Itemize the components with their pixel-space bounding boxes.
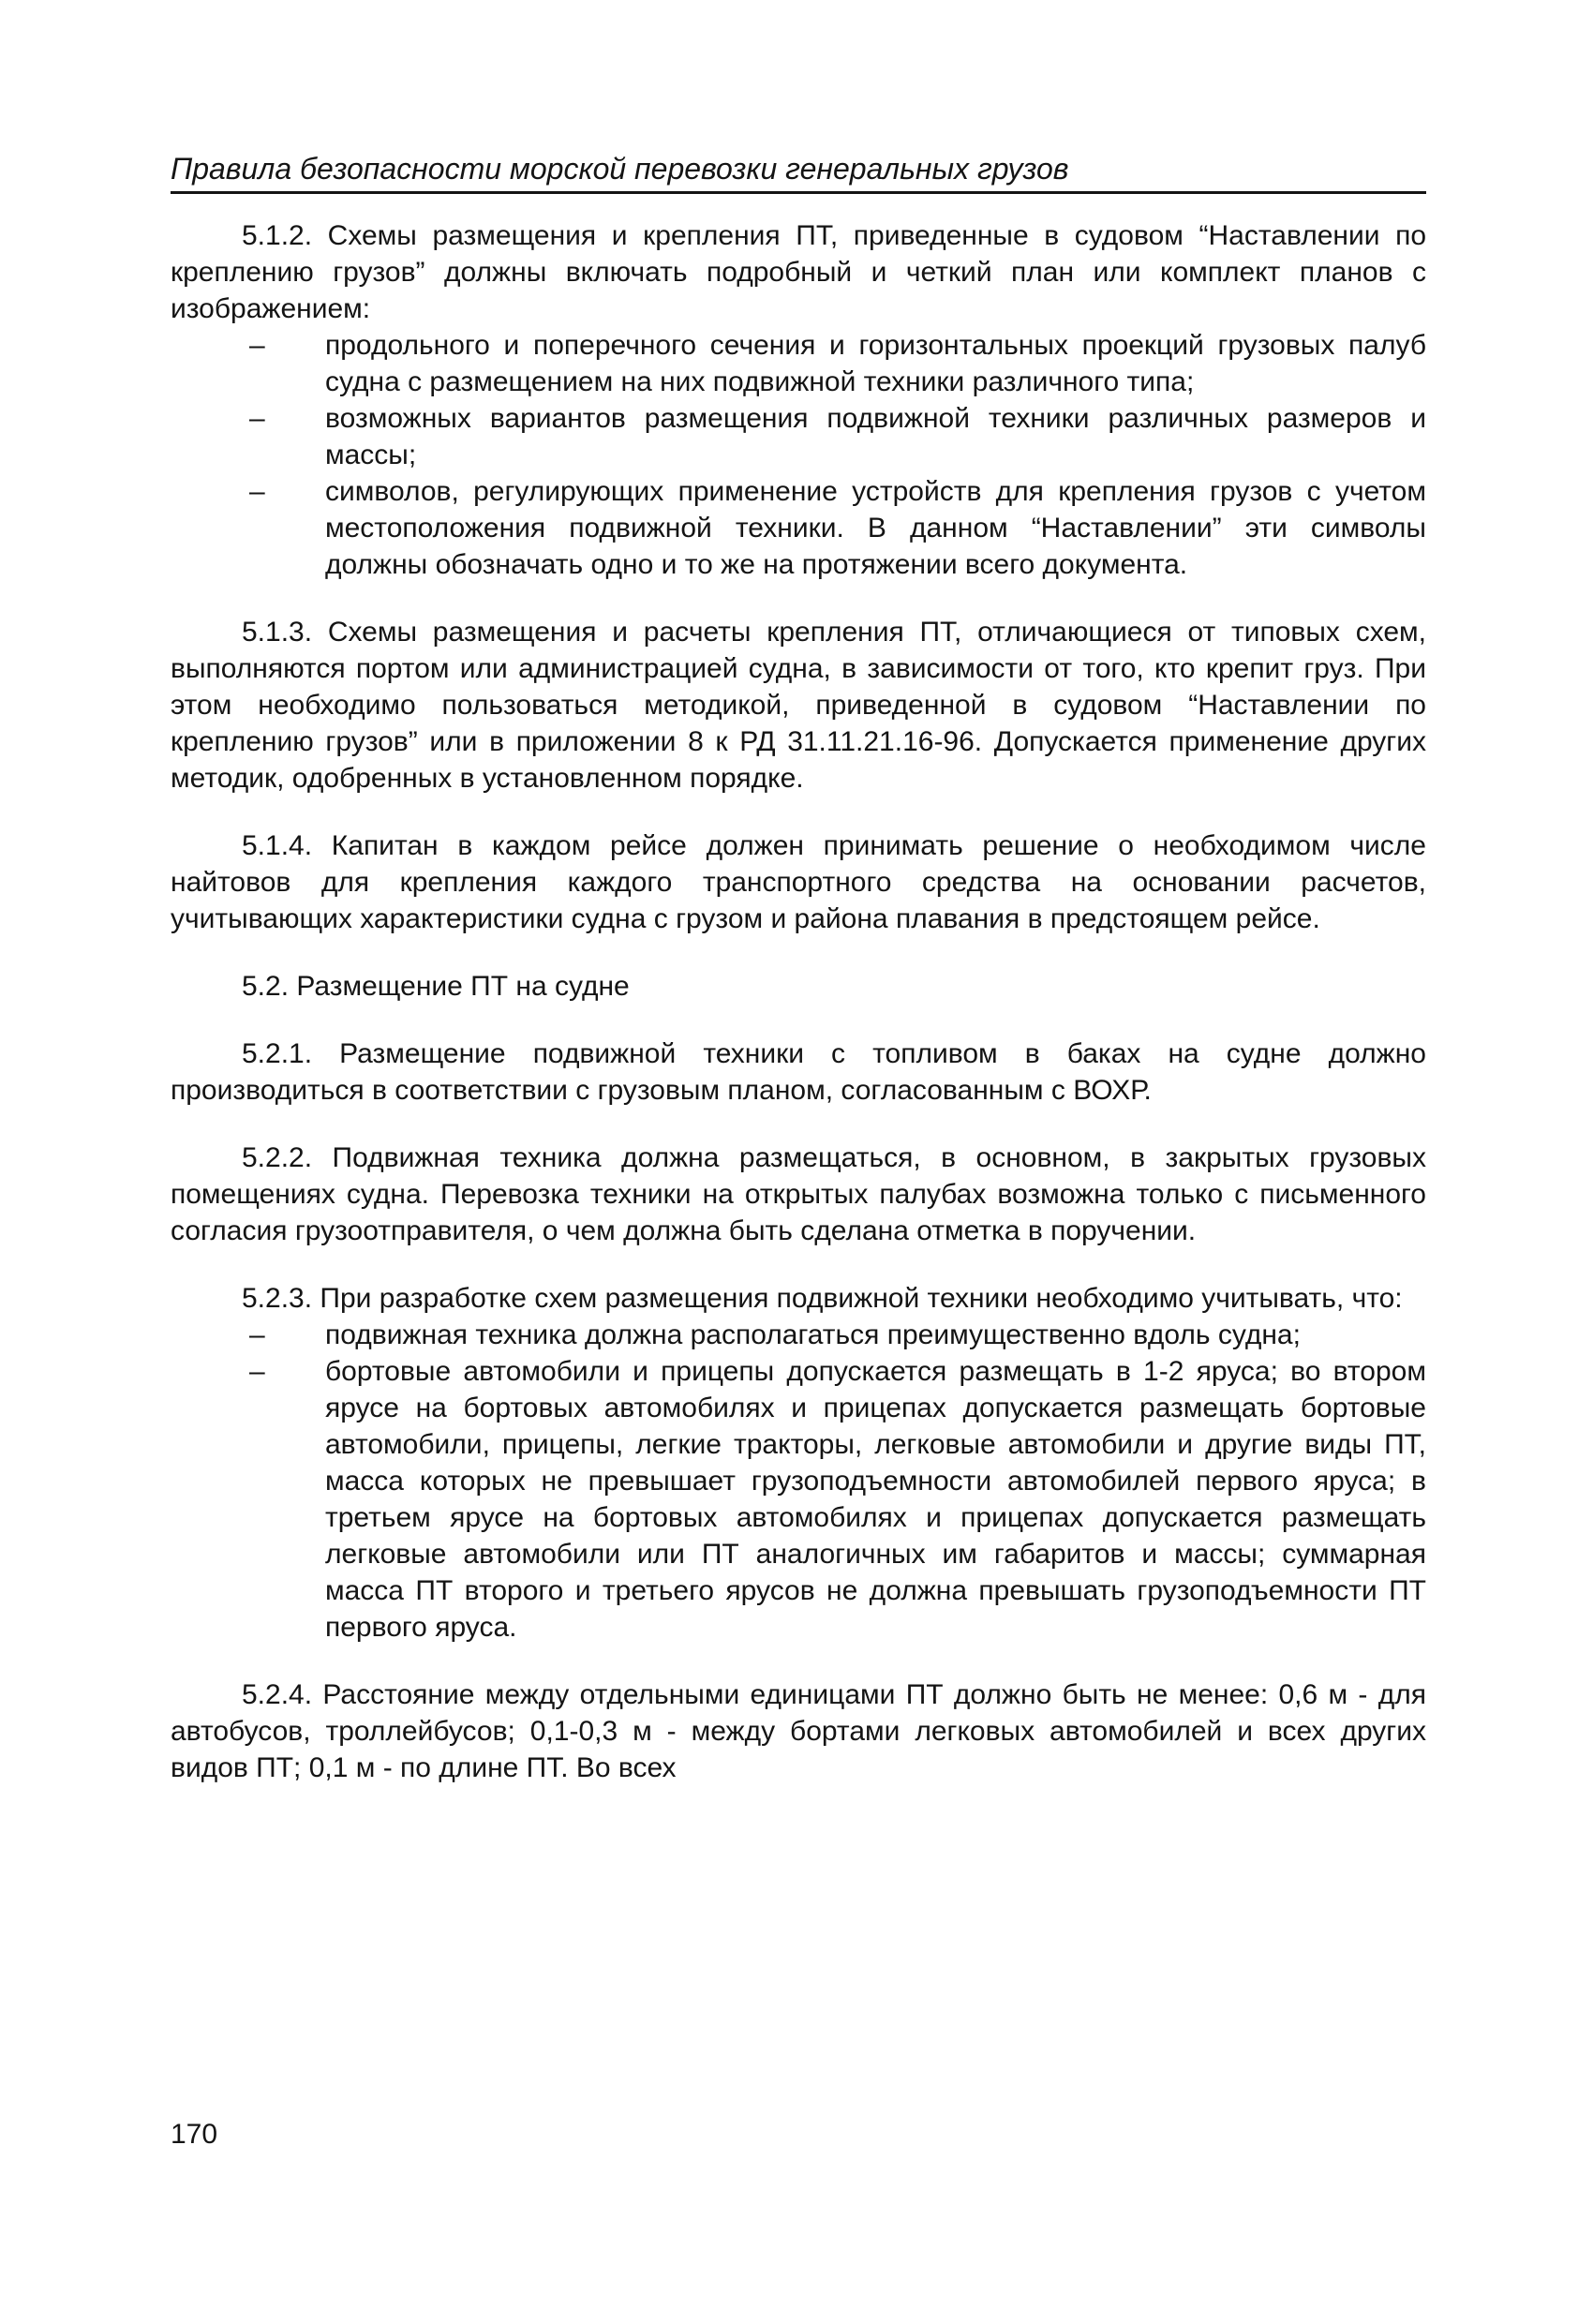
list-5-2-3 <box>171 1317 1426 1646</box>
paragraph-5-1-2: 5.1.2. Схемы размещения и крепления ПТ, приведенные в судовом “Наставлении по креплению грузов” должны включать подробный и четкий план или комплект планов с изображением: <box>171 220 1426 324</box>
list-item: – символов, регулирующих применение устройств для крепления грузов с учетом местоположения подвижной техники. В данном “Наставлении” эти символы должны обозначать одно и то же на протяжении всего документа. <box>171 473 1426 583</box>
paragraph-5-2-2: 5.2.2. Подвижная техника должна размещаться, в основном, в закрытых грузовых помещениях судна. Перевозка техники на открытых палубах возможна только с письменного согласия грузоотправителя, о чем должна быть сделана отметка в поручении. <box>171 1142 1426 1246</box>
paragraph-5-1-4: 5.1.4. Капитан в каждом рейсе должен принимать решение о необходимом числе найтовов для крепления каждого транспортного средства на основании расчетов, учитывающих характеристики судна с грузом и района плавания в предстоящем рейсе. <box>171 830 1426 934</box>
page-content <box>171 217 1426 1786</box>
running-header: Правила безопасности морской перевозки генеральных грузов <box>171 150 1426 194</box>
list-5-1-2 <box>171 327 1426 583</box>
paragraph-5-1-3: 5.1.3. Схемы размещения и расчеты крепления ПТ, отличающиеся от типовых схем, выполняются портом или администрацией судна, в зависимости от того, кто крепит груз. При этом необходимо пользоваться методикой, приведенной в судовом “Наставлении по креплению грузов” или в приложении 8 к РД 31.11.21.16-96. Допускается применение других методик, одобренных в установленном порядке. <box>171 617 1426 794</box>
page-number: 170 <box>171 2119 218 2150</box>
list-item: – возможных вариантов размещения подвижной техники различных размеров и массы; <box>171 400 1426 473</box>
paragraph-5-2-1: 5.2.1. Размещение подвижной техники с топливом в баках на судне должно производиться в соответствии с грузовым планом, согласованным с ВОХР. <box>171 1038 1426 1106</box>
section-heading-5-2: 5.2. Размещение ПТ на судне <box>242 971 630 1002</box>
paragraph-5-2-3: 5.2.3. При разработке схем размещения подвижной техники необходимо учитывать, что: <box>242 1283 1403 1314</box>
paragraph-5-2-4: 5.2.4. Расстояние между отдельными единицами ПТ должно быть не менее: 0,6 м - для автобусов, троллейбусов; 0,1-0,3 м - между бортами легковых автомобилей и всех других видов ПТ; 0,1 м - по длине ПТ. Во всех <box>171 1679 1426 1783</box>
list-item: – бортовые автомобили и прицепы допускается размещать в 1-2 яруса; во втором ярусе на бортовых автомобилях и прицепах допускается размещать бортовые автомобили, прицепы, легкие тракторы, легковые автомобили и другие виды ПТ, масса которых не превышает грузоподъемности автомобилей первого яруса; в третьем ярусе на бортовых автомобилях и прицепах допускается размещать легковые автомобили или ПТ аналогичных им габаритов и массы; суммарная масса ПТ второго и третьего ярусов не должна превышать грузоподъемности ПТ первого яруса. <box>171 1353 1426 1646</box>
list-item: – подвижная техника должна располагаться преимущественно вдоль судна; <box>171 1317 1426 1353</box>
list-item: – продольного и поперечного сечения и горизонтальных проекций грузовых палуб судна с размещением на них подвижной техники различного типа; <box>171 327 1426 400</box>
